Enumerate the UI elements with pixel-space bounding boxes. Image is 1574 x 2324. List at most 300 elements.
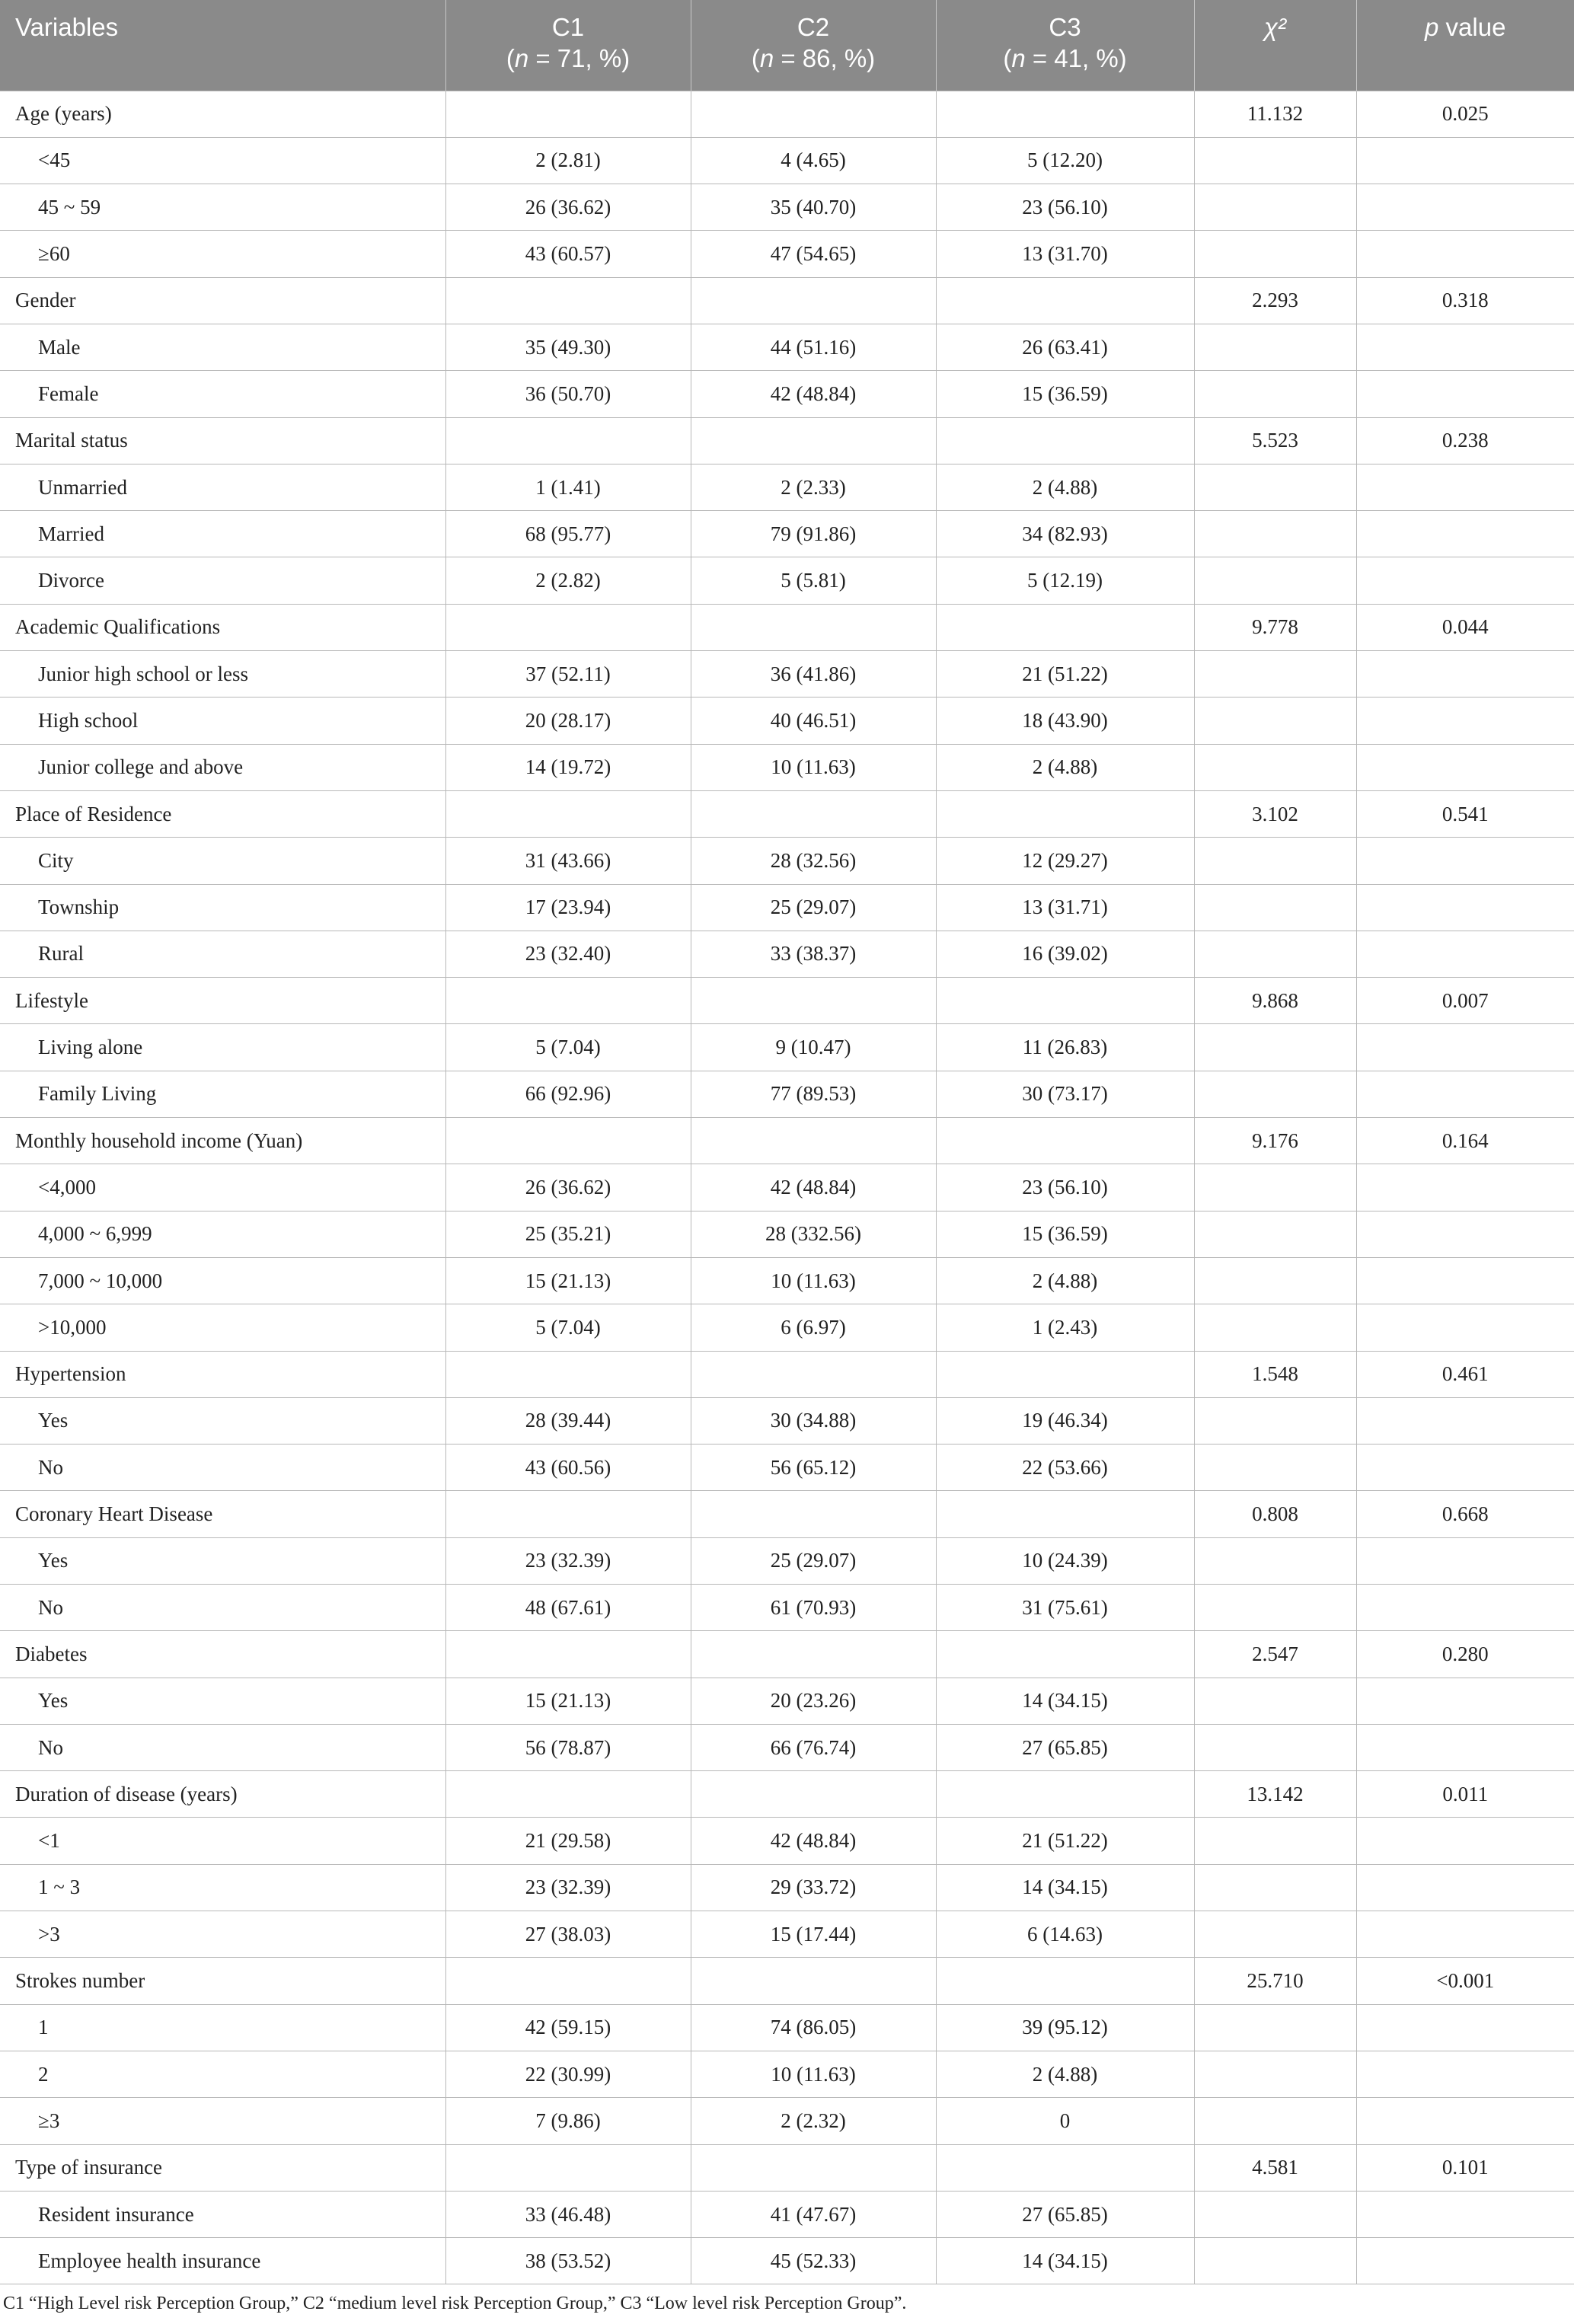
variable-cell: Hypertension	[0, 1351, 445, 1397]
variable-cell: No	[0, 1445, 445, 1491]
p-value-cell	[1356, 2098, 1574, 2144]
c2-cell: 5 (5.81)	[691, 557, 936, 604]
variable-cell: Township	[0, 884, 445, 931]
c3-cell	[936, 2144, 1194, 2191]
p-value-cell: 0.025	[1356, 91, 1574, 137]
c1-cell: 66 (92.96)	[445, 1071, 691, 1117]
c2-cell: 45 (52.33)	[691, 2238, 936, 2284]
c2-cell: 79 (91.86)	[691, 511, 936, 557]
header-c2-n: (n = 86, %)	[751, 43, 876, 72]
c2-cell	[691, 1118, 936, 1164]
p-value-cell: 0.164	[1356, 1118, 1574, 1164]
p-value-cell	[1356, 1818, 1574, 1864]
p-value-cell	[1356, 557, 1574, 604]
chi-square-cell	[1194, 1257, 1356, 1304]
table-row-subcategory	[0, 371, 1574, 417]
p-value-cell	[1356, 884, 1574, 931]
table-row-subcategory	[0, 1678, 1574, 1724]
c2-cell	[691, 1958, 936, 2004]
p-value-cell	[1356, 184, 1574, 231]
chi-square-cell	[1194, 1864, 1356, 1911]
table-row-subcategory	[0, 2051, 1574, 2097]
variable-cell: 4,000 ~ 6,999	[0, 1211, 445, 1257]
variable-cell: Resident insurance	[0, 2191, 445, 2237]
c1-cell: 28 (39.44)	[445, 1397, 691, 1444]
p-value-cell: 0.238	[1356, 417, 1574, 464]
variable-cell: No	[0, 1724, 445, 1770]
chi-square-cell: 0.808	[1194, 1491, 1356, 1537]
table-row-subcategory	[0, 838, 1574, 884]
p-value-cell	[1356, 1024, 1574, 1071]
c1-cell	[445, 91, 691, 137]
header-c3-name: C3	[1049, 13, 1081, 41]
c1-cell: 20 (28.17)	[445, 698, 691, 744]
p-value-cell: 0.461	[1356, 1351, 1574, 1397]
chi-square-cell	[1194, 1911, 1356, 1958]
variable-cell: <45	[0, 137, 445, 184]
table-header	[0, 0, 1574, 91]
c2-cell	[691, 978, 936, 1024]
table-row-subcategory	[0, 511, 1574, 557]
c3-cell	[936, 978, 1194, 1024]
c1-cell: 1 (1.41)	[445, 464, 691, 510]
p-value-cell	[1356, 1864, 1574, 1911]
p-value-cell	[1356, 324, 1574, 370]
chi-square-cell	[1194, 651, 1356, 698]
header-row	[0, 0, 1574, 91]
c2-cell: 35 (40.70)	[691, 184, 936, 231]
table-row-subcategory	[0, 2098, 1574, 2144]
variable-cell: Yes	[0, 1397, 445, 1444]
c3-cell: 16 (39.02)	[936, 931, 1194, 977]
c1-cell	[445, 417, 691, 464]
table-row-subcategory	[0, 1397, 1574, 1444]
c3-cell: 34 (82.93)	[936, 511, 1194, 557]
table-row-variable	[0, 1958, 1574, 2004]
table-row-subcategory	[0, 1537, 1574, 1584]
c3-cell: 10 (24.39)	[936, 1537, 1194, 1584]
variable-cell: Unmarried	[0, 464, 445, 510]
variable-cell: Living alone	[0, 1024, 445, 1071]
p-value-cell	[1356, 464, 1574, 510]
chi-square-cell	[1194, 1211, 1356, 1257]
variable-cell: Strokes number	[0, 1958, 445, 2004]
table-row-variable	[0, 978, 1574, 1024]
variable-cell: Academic Qualifications	[0, 604, 445, 650]
chi-square-cell	[1194, 324, 1356, 370]
c3-cell: 15 (36.59)	[936, 1211, 1194, 1257]
table-row-subcategory	[0, 1164, 1574, 1211]
c2-cell	[691, 417, 936, 464]
c1-cell: 68 (95.77)	[445, 511, 691, 557]
c3-cell	[936, 91, 1194, 137]
table-row-subcategory	[0, 231, 1574, 277]
c2-cell	[691, 790, 936, 837]
c2-cell: 61 (70.93)	[691, 1585, 936, 1631]
variable-cell: Yes	[0, 1678, 445, 1724]
chi-square-cell: 2.293	[1194, 277, 1356, 324]
c3-cell: 14 (34.15)	[936, 2238, 1194, 2284]
variable-cell: >3	[0, 1911, 445, 1958]
p-value-cell: 0.280	[1356, 1631, 1574, 1678]
variable-cell: Junior high school or less	[0, 651, 445, 698]
table-row-subcategory	[0, 324, 1574, 370]
table-row-subcategory	[0, 744, 1574, 790]
chi-square-cell	[1194, 698, 1356, 744]
table-row-variable	[0, 417, 1574, 464]
c2-cell	[691, 604, 936, 650]
header-c2	[691, 0, 936, 91]
c2-cell	[691, 91, 936, 137]
variable-cell: Duration of disease (years)	[0, 1771, 445, 1818]
table-row-subcategory	[0, 1257, 1574, 1304]
p-value-cell	[1356, 2004, 1574, 2051]
c1-cell: 2 (2.81)	[445, 137, 691, 184]
c3-cell: 5 (12.20)	[936, 137, 1194, 184]
c3-cell	[936, 1631, 1194, 1678]
variable-cell: Place of Residence	[0, 790, 445, 837]
c2-cell: 28 (32.56)	[691, 838, 936, 884]
c3-cell: 39 (95.12)	[936, 2004, 1194, 2051]
chi-square-cell	[1194, 1537, 1356, 1584]
variable-cell: <1	[0, 1818, 445, 1864]
header-c3	[936, 0, 1194, 91]
variable-cell: Divorce	[0, 557, 445, 604]
c1-cell	[445, 604, 691, 650]
chi-square-cell	[1194, 371, 1356, 417]
table-row-subcategory	[0, 1211, 1574, 1257]
variable-cell: Coronary Heart Disease	[0, 1491, 445, 1537]
variable-cell: >10,000	[0, 1304, 445, 1351]
table-row-subcategory	[0, 1024, 1574, 1071]
table-row-subcategory	[0, 698, 1574, 744]
variable-cell: Married	[0, 511, 445, 557]
table-row-variable	[0, 2144, 1574, 2191]
variable-cell: ≥60	[0, 231, 445, 277]
c1-cell	[445, 1631, 691, 1678]
c2-cell: 66 (76.74)	[691, 1724, 936, 1770]
p-value-cell	[1356, 371, 1574, 417]
c3-cell: 30 (73.17)	[936, 1071, 1194, 1117]
variable-cell: 45 ~ 59	[0, 184, 445, 231]
variable-cell: Family Living	[0, 1071, 445, 1117]
variable-cell: Diabetes	[0, 1631, 445, 1678]
variable-cell: Lifestyle	[0, 978, 445, 1024]
table-body	[0, 91, 1574, 2284]
c1-cell: 23 (32.39)	[445, 1537, 691, 1584]
c3-cell: 13 (31.71)	[936, 884, 1194, 931]
c1-cell: 48 (67.61)	[445, 1585, 691, 1631]
table-row-variable	[0, 91, 1574, 137]
c3-cell	[936, 1958, 1194, 2004]
c2-cell: 4 (4.65)	[691, 137, 936, 184]
table-row-subcategory	[0, 651, 1574, 698]
c1-cell: 5 (7.04)	[445, 1304, 691, 1351]
c1-cell: 23 (32.39)	[445, 1864, 691, 1911]
c3-cell: 14 (34.15)	[936, 1678, 1194, 1724]
c1-cell: 15 (21.13)	[445, 1257, 691, 1304]
c1-cell: 17 (23.94)	[445, 884, 691, 931]
chi-square-cell: 9.778	[1194, 604, 1356, 650]
c1-cell	[445, 277, 691, 324]
c3-cell: 12 (29.27)	[936, 838, 1194, 884]
variable-cell: Marital status	[0, 417, 445, 464]
c1-cell: 27 (38.03)	[445, 1911, 691, 1958]
chi-square-cell: 1.548	[1194, 1351, 1356, 1397]
c2-cell: 2 (2.32)	[691, 2098, 936, 2144]
p-value-cell	[1356, 1257, 1574, 1304]
c3-cell	[936, 604, 1194, 650]
c3-cell	[936, 277, 1194, 324]
chi-square-cell	[1194, 1445, 1356, 1491]
p-value-cell: 0.541	[1356, 790, 1574, 837]
variable-cell: 1 ~ 3	[0, 1864, 445, 1911]
c1-cell	[445, 1351, 691, 1397]
c1-cell: 31 (43.66)	[445, 838, 691, 884]
chi-square-cell	[1194, 744, 1356, 790]
chi-square-cell	[1194, 557, 1356, 604]
header-c1	[445, 0, 691, 91]
c2-cell: 20 (23.26)	[691, 1678, 936, 1724]
c1-cell: 36 (50.70)	[445, 371, 691, 417]
table-footnote: C1 “High Level risk Perception Group,” C2 “medium level risk Perception Group,” C3 “Low level risk Perception Group”.	[3, 2294, 907, 2313]
c3-cell	[936, 1118, 1194, 1164]
c2-cell: 77 (89.53)	[691, 1071, 936, 1117]
p-value-cell	[1356, 651, 1574, 698]
c3-cell: 31 (75.61)	[936, 1585, 1194, 1631]
c2-cell	[691, 1491, 936, 1537]
p-value-cell	[1356, 1537, 1574, 1584]
c2-cell	[691, 277, 936, 324]
c1-cell: 42 (59.15)	[445, 2004, 691, 2051]
p-value-cell: 0.668	[1356, 1491, 1574, 1537]
variable-cell: Yes	[0, 1537, 445, 1584]
p-value-cell	[1356, 838, 1574, 884]
c1-cell: 26 (36.62)	[445, 1164, 691, 1211]
c2-cell: 28 (332.56)	[691, 1211, 936, 1257]
c2-cell: 42 (48.84)	[691, 1818, 936, 1864]
c1-cell	[445, 790, 691, 837]
c1-cell: 2 (2.82)	[445, 557, 691, 604]
p-value-cell	[1356, 1304, 1574, 1351]
c2-cell: 40 (46.51)	[691, 698, 936, 744]
c3-cell	[936, 1771, 1194, 1818]
variable-cell: Female	[0, 371, 445, 417]
p-value-cell	[1356, 1211, 1574, 1257]
c3-cell	[936, 417, 1194, 464]
table-row-variable	[0, 604, 1574, 650]
c1-cell: 22 (30.99)	[445, 2051, 691, 2097]
c3-cell: 22 (53.66)	[936, 1445, 1194, 1491]
table-row-subcategory	[0, 184, 1574, 231]
c1-cell: 33 (46.48)	[445, 2191, 691, 2237]
chi-square-cell: 3.102	[1194, 790, 1356, 837]
c3-cell: 18 (43.90)	[936, 698, 1194, 744]
chi-square-cell	[1194, 1071, 1356, 1117]
chi-square-cell	[1194, 137, 1356, 184]
p-value-cell	[1356, 1397, 1574, 1444]
c3-cell: 14 (34.15)	[936, 1864, 1194, 1911]
c1-cell: 43 (60.57)	[445, 231, 691, 277]
c2-cell: 6 (6.97)	[691, 1304, 936, 1351]
table-row-subcategory	[0, 1911, 1574, 1958]
chi-square-cell	[1194, 1397, 1356, 1444]
table-row-variable	[0, 1631, 1574, 1678]
variable-cell: Employee health insurance	[0, 2238, 445, 2284]
variable-cell: High school	[0, 698, 445, 744]
c1-cell: 37 (52.11)	[445, 651, 691, 698]
chi-square-cell: 25.710	[1194, 1958, 1356, 2004]
p-value-cell: 0.011	[1356, 1771, 1574, 1818]
chi-square-cell	[1194, 184, 1356, 231]
table-row-subcategory	[0, 1864, 1574, 1911]
c3-cell: 27 (65.85)	[936, 1724, 1194, 1770]
p-value-cell	[1356, 1585, 1574, 1631]
chi-square-cell: 5.523	[1194, 417, 1356, 464]
table-row-variable	[0, 277, 1574, 324]
p-value-cell	[1356, 931, 1574, 977]
p-value-cell	[1356, 2191, 1574, 2237]
table-row-subcategory	[0, 1445, 1574, 1491]
table-row-subcategory	[0, 931, 1574, 977]
chi-square-cell	[1194, 1585, 1356, 1631]
table-row-subcategory	[0, 1304, 1574, 1351]
variable-cell: Male	[0, 324, 445, 370]
c2-cell	[691, 1771, 936, 1818]
table-row-subcategory	[0, 1818, 1574, 1864]
c2-cell: 29 (33.72)	[691, 1864, 936, 1911]
table-row-variable	[0, 1491, 1574, 1537]
header-c2-name: C2	[797, 13, 830, 41]
c2-cell: 56 (65.12)	[691, 1445, 936, 1491]
c3-cell: 26 (63.41)	[936, 324, 1194, 370]
c3-cell: 21 (51.22)	[936, 651, 1194, 698]
chi-square-cell	[1194, 2051, 1356, 2097]
c1-cell	[445, 978, 691, 1024]
chi-square-cell: 2.547	[1194, 1631, 1356, 1678]
table-row-subcategory	[0, 1071, 1574, 1117]
table-row-variable	[0, 1771, 1574, 1818]
c2-cell: 42 (48.84)	[691, 371, 936, 417]
c2-cell: 10 (11.63)	[691, 1257, 936, 1304]
p-value-cell	[1356, 1445, 1574, 1491]
c1-cell: 7 (9.86)	[445, 2098, 691, 2144]
c1-cell: 15 (21.13)	[445, 1678, 691, 1724]
table-row-subcategory	[0, 2191, 1574, 2237]
table-row-variable	[0, 790, 1574, 837]
header-c3-n: (n = 41, %)	[1003, 43, 1127, 72]
chi-square-cell: 13.142	[1194, 1771, 1356, 1818]
chi-square-cell	[1194, 884, 1356, 931]
chi-square-cell	[1194, 1678, 1356, 1724]
table-row-subcategory	[0, 137, 1574, 184]
c3-cell: 2 (4.88)	[936, 464, 1194, 510]
chi-square-cell	[1194, 1724, 1356, 1770]
c1-cell: 26 (36.62)	[445, 184, 691, 231]
c1-cell: 56 (78.87)	[445, 1724, 691, 1770]
c1-cell	[445, 2144, 691, 2191]
c3-cell: 6 (14.63)	[936, 1911, 1194, 1958]
variable-cell: Monthly household income (Yuan)	[0, 1118, 445, 1164]
variable-cell: Junior college and above	[0, 744, 445, 790]
header-chi-square: χ²	[1194, 0, 1356, 91]
variable-cell: ≥3	[0, 2098, 445, 2144]
c3-cell: 23 (56.10)	[936, 184, 1194, 231]
p-value-cell	[1356, 231, 1574, 277]
c2-cell: 47 (54.65)	[691, 231, 936, 277]
p-value-cell: 0.007	[1356, 978, 1574, 1024]
p-value-cell: 0.101	[1356, 2144, 1574, 2191]
c3-cell: 21 (51.22)	[936, 1818, 1194, 1864]
variable-cell: Gender	[0, 277, 445, 324]
p-value-cell	[1356, 744, 1574, 790]
c1-cell: 35 (49.30)	[445, 324, 691, 370]
variable-cell: City	[0, 838, 445, 884]
c1-cell	[445, 1958, 691, 2004]
c3-cell: 15 (36.59)	[936, 371, 1194, 417]
c3-cell: 11 (26.83)	[936, 1024, 1194, 1071]
c2-cell: 36 (41.86)	[691, 651, 936, 698]
chi-square-cell	[1194, 2098, 1356, 2144]
p-value-cell	[1356, 698, 1574, 744]
p-value-cell	[1356, 1071, 1574, 1117]
c1-cell: 43 (60.56)	[445, 1445, 691, 1491]
c1-cell: 38 (53.52)	[445, 2238, 691, 2284]
p-value-cell	[1356, 2051, 1574, 2097]
table-row-subcategory	[0, 557, 1574, 604]
c2-cell: 15 (17.44)	[691, 1911, 936, 1958]
p-value-cell	[1356, 1724, 1574, 1770]
c3-cell	[936, 1491, 1194, 1537]
table-row-subcategory	[0, 2004, 1574, 2051]
variable-cell: Type of insurance	[0, 2144, 445, 2191]
chi-square-cell: 11.132	[1194, 91, 1356, 137]
p-value-cell	[1356, 1164, 1574, 1211]
c1-cell: 5 (7.04)	[445, 1024, 691, 1071]
chi-square-cell	[1194, 1164, 1356, 1211]
c3-cell: 5 (12.19)	[936, 557, 1194, 604]
table-row-subcategory	[0, 2238, 1574, 2284]
c2-cell	[691, 1631, 936, 1678]
variable-cell: Age (years)	[0, 91, 445, 137]
variable-cell: Rural	[0, 931, 445, 977]
c3-cell: 2 (4.88)	[936, 1257, 1194, 1304]
p-value-cell	[1356, 137, 1574, 184]
p-value-cell	[1356, 1911, 1574, 1958]
chi-square-cell	[1194, 2238, 1356, 2284]
c2-cell: 30 (34.88)	[691, 1397, 936, 1444]
table-row-subcategory	[0, 1585, 1574, 1631]
header-c1-n: (n = 71, %)	[506, 43, 631, 72]
c1-cell: 14 (19.72)	[445, 744, 691, 790]
c3-cell: 1 (2.43)	[936, 1304, 1194, 1351]
c2-cell	[691, 1351, 936, 1397]
variable-cell: 7,000 ~ 10,000	[0, 1257, 445, 1304]
c2-cell: 74 (86.05)	[691, 2004, 936, 2051]
p-value-cell	[1356, 511, 1574, 557]
chi-square-cell	[1194, 1024, 1356, 1071]
header-p-value: p value	[1356, 0, 1574, 91]
c2-cell: 42 (48.84)	[691, 1164, 936, 1211]
c3-cell: 19 (46.34)	[936, 1397, 1194, 1444]
variable-cell: 1	[0, 2004, 445, 2051]
c1-cell: 23 (32.40)	[445, 931, 691, 977]
c2-cell: 10 (11.63)	[691, 744, 936, 790]
header-c1-name: C1	[551, 13, 585, 41]
chi-square-cell	[1194, 931, 1356, 977]
c3-cell	[936, 1351, 1194, 1397]
p-value-cell: <0.001	[1356, 1958, 1574, 2004]
